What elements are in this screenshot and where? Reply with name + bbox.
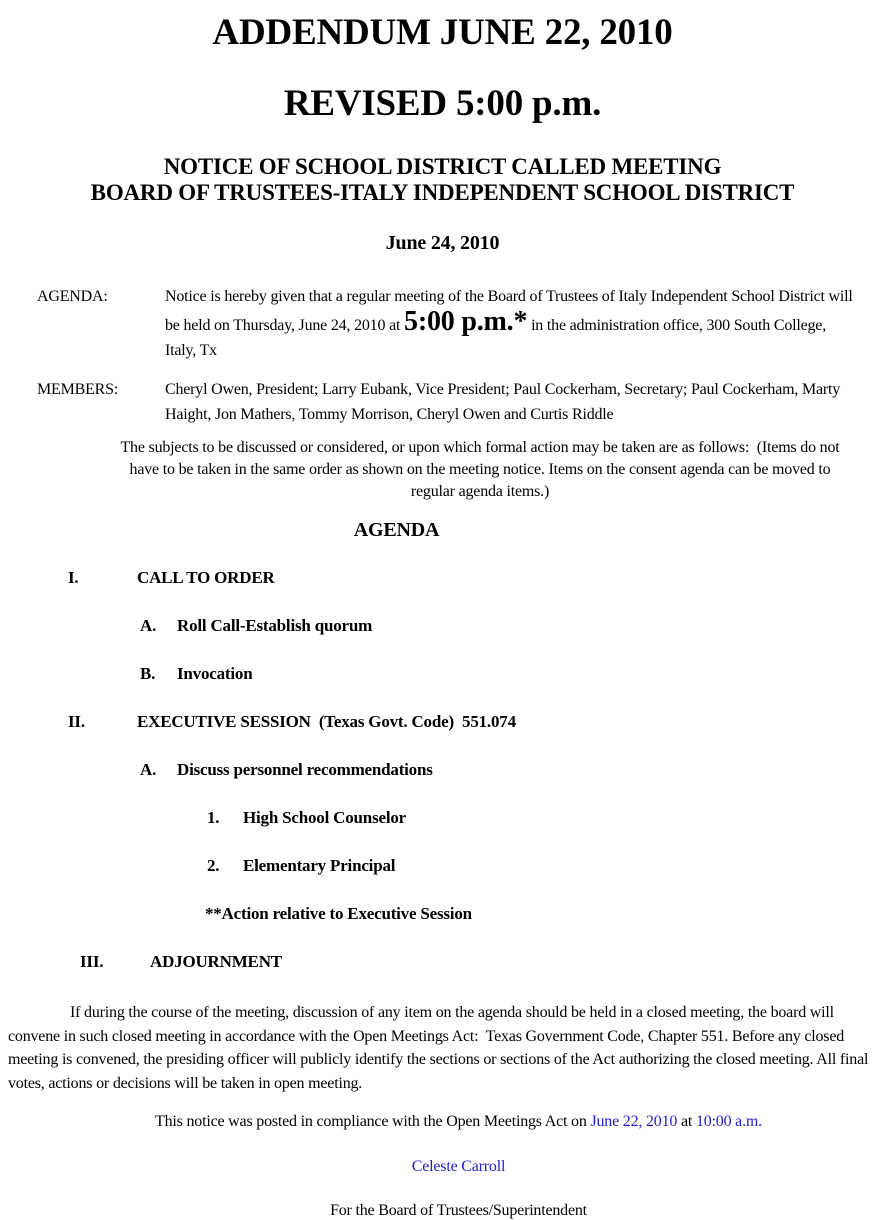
posted-compliance-line: [32, 1113, 885, 1131]
agenda-item-roll-call: [0, 617, 885, 635]
agenda-item-marker: III.: [80, 952, 104, 971]
agenda-notice-text: [165, 284, 860, 363]
agenda-item-text: Discuss personnel recommendations: [177, 760, 433, 779]
agenda-list: [0, 569, 885, 971]
agenda-item-invocation: [0, 665, 885, 683]
notice-heading-line2: BOARD OF TRUSTEES-ITALY INDEPENDENT SCHOOL DISTRICT: [90, 180, 795, 205]
agenda-item-marker: A.: [140, 616, 157, 635]
agenda-item-text: High School Counselor: [243, 808, 406, 827]
agenda-text-after: in the administration office, 300 South College, Italy, Tx: [165, 317, 830, 359]
posted-prefix: This notice was posted in compliance with the Open Meetings Act on: [155, 1113, 591, 1130]
posted-date: June 22, 2010: [590, 1113, 678, 1130]
notice-heading: [0, 154, 885, 206]
agenda-item-text: CALL TO ORDER: [137, 568, 275, 587]
agenda-item-adjournment: [0, 953, 885, 971]
closed-meeting-disclaimer: If during the course of the meeting, discussion of any item on the agenda should be held in a closed meeting, the board will convene in such closed meeting in accordance with the Open Meetings Act: Texas Government Code, Chapter 551. Before any closed meeting is convened, the presiding officer will publicly identify the sections or sections of the Act authorizing the closed meeting. All final votes, actions or decisions will be taken in open meeting.: [8, 1004, 873, 1092]
agenda-text-before: Notice is hereby given that a regular meeting of the Board of Trustees of Italy Independent School District will be held on Thursday, June 24, 2010 at: [165, 288, 857, 334]
agenda-item-marker: 1.: [207, 808, 220, 827]
agenda-item-text: EXECUTIVE SESSION (Texas Govt. Code) 551.074: [137, 712, 516, 731]
agenda-info-row: [0, 284, 885, 363]
members-label: MEMBERS:: [37, 381, 119, 398]
posted-mid: at: [677, 1113, 696, 1130]
addendum-title: ADDENDUM JUNE 22, 2010: [212, 12, 673, 53]
agenda-item-personnel-recommendations: [0, 761, 885, 779]
agenda-item-marker: A.: [140, 760, 157, 779]
subjects-note-paragraph: The subjects to be discussed or considered, or upon which formal action may be taken are as follows: (Items do not have to be taken in the same order as shown on the meeting notice. Items on the consent agenda can be moved to regular agenda items.): [120, 439, 844, 500]
agenda-item-marker: B.: [140, 664, 156, 683]
agenda-item-text: ADJOURNMENT: [150, 952, 282, 971]
agenda-item-elementary-principal: [0, 857, 885, 875]
document-footer: [0, 1113, 885, 1220]
signature-role: For the Board of Trustees/Superintendent: [330, 1202, 587, 1219]
posted-time: 10:00 a.m.: [695, 1113, 762, 1130]
agenda-item-text: Invocation: [177, 664, 253, 683]
revised-time-title: REVISED 5:00 p.m.: [283, 83, 602, 124]
agenda-section-heading: AGENDA: [353, 519, 440, 541]
notice-heading-line1: NOTICE OF SCHOOL DISTRICT CALLED MEETING: [163, 154, 722, 179]
members-info-row: [0, 377, 885, 427]
agenda-item-action-note: [0, 905, 885, 923]
agenda-item-text: Roll Call-Establish quorum: [177, 616, 373, 635]
agenda-label: AGENDA:: [37, 288, 108, 305]
meeting-time-emphasis: 5:00 p.m.*: [404, 306, 528, 337]
agenda-item-text: **Action relative to Executive Session: [205, 904, 472, 923]
signature-name: Celeste Carroll: [411, 1158, 506, 1175]
agenda-item-marker: I.: [68, 568, 79, 587]
agenda-item-marker: 2.: [207, 856, 220, 875]
agenda-item-marker: II.: [68, 712, 85, 731]
agenda-item-executive-session: [0, 713, 885, 731]
meeting-date: June 24, 2010: [385, 232, 500, 254]
agenda-item-call-to-order: [0, 569, 885, 587]
members-list-text: Cheryl Owen, President; Larry Eubank, Vice President; Paul Cockerham, Secretary; Paul Cockerham, Marty Haight, Jon Mathers, Tommy Morrison, Cheryl Owen and Curtis Riddle: [165, 381, 844, 423]
agenda-item-hs-counselor: [0, 809, 885, 827]
agenda-item-text: Elementary Principal: [243, 856, 396, 875]
